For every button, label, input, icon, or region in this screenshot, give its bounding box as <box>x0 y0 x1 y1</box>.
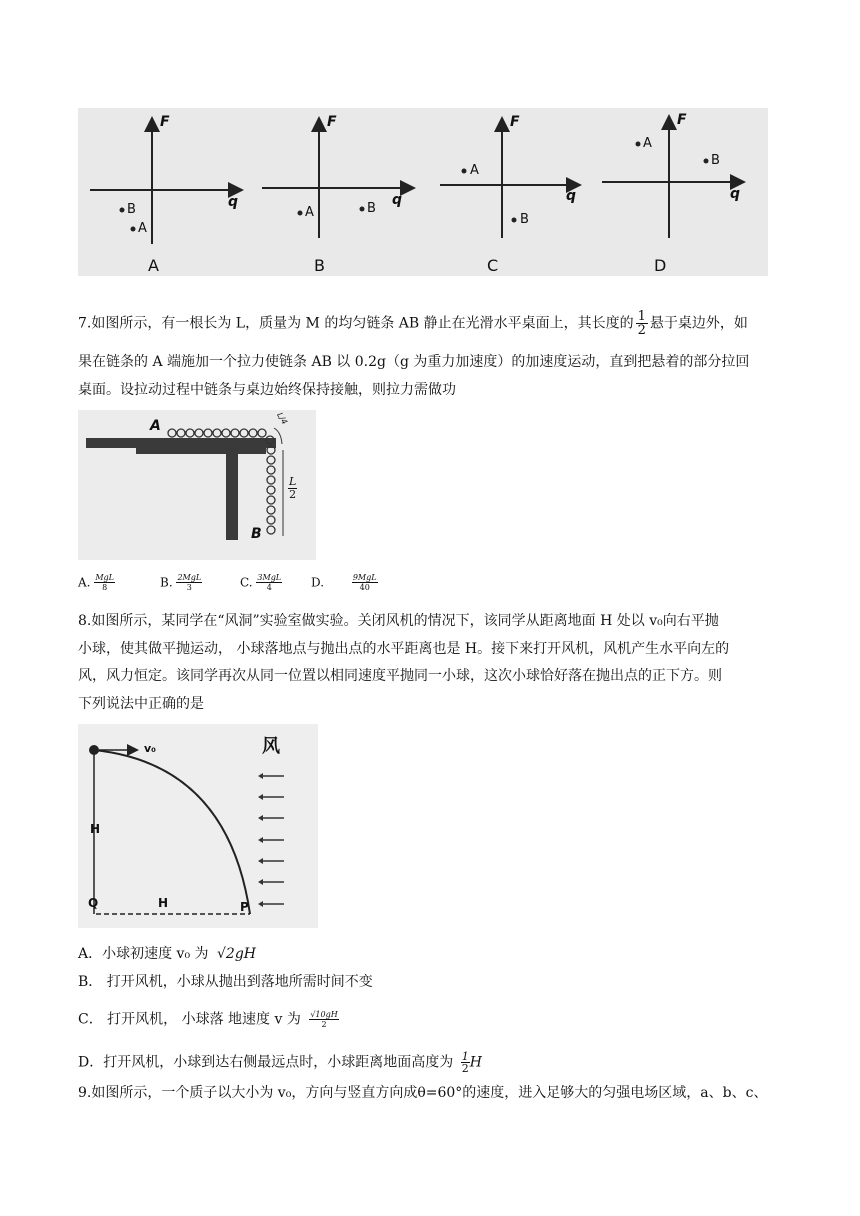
q8-option-d-text: D．打开风机，小球到达右侧最远点时，小球距离地面高度为 <box>78 1054 454 1071</box>
q8-option-d[interactable] <box>78 1051 482 1074</box>
panel-a-point-2: A <box>138 221 147 236</box>
q8-option-c-num: √10gH <box>310 1010 338 1019</box>
chain-label-l2 <box>288 476 297 501</box>
chain-l2-den: 2 <box>289 488 297 501</box>
q8-option-d-suffix: H <box>469 1054 482 1071</box>
q7-line-1-end: 悬于桌边外，如 <box>649 315 748 332</box>
q7-option-c[interactable] <box>240 573 282 592</box>
q8-line-4: 下列说法中正确的是 <box>78 696 204 712</box>
panel-d-axis-q: q <box>730 186 741 202</box>
wind-label-v0: v₀ <box>144 742 156 755</box>
wind-tunnel-figure <box>78 724 318 928</box>
chain-label-b: B <box>251 526 262 542</box>
panel-d-axis-f: F <box>677 112 687 128</box>
q7-line-1 <box>78 310 748 337</box>
q7-option-d-letter: D. <box>311 575 325 590</box>
q8-option-c[interactable] <box>78 1010 339 1029</box>
q7-option-a-num: MgL <box>95 573 114 582</box>
panel-c-axis-q: q <box>566 188 577 204</box>
wind-label-q: Q <box>88 896 99 910</box>
graph-panel-a <box>90 120 240 244</box>
q9-line-1: 9.如图所示，一个质子以大小为 v₀，方向与竖直方向成θ=60°的速度，进入足够大的匀强电场区域，a、b、c、 <box>78 1085 768 1101</box>
graph-panel-d <box>602 118 742 238</box>
q8-option-a-text: A．小球初速度 v₀ 为 <box>78 946 209 962</box>
q7-option-a[interactable] <box>78 573 115 592</box>
q7-option-d-den: 40 <box>359 583 370 592</box>
wind-label-p: P <box>240 900 249 914</box>
q7-option-c-letter: C. <box>240 575 253 590</box>
q7-option-a-den: 8 <box>102 583 108 592</box>
q8-option-c-frac <box>309 1010 338 1029</box>
q7-option-d[interactable] <box>311 573 378 592</box>
wind-label: 风 <box>262 736 280 757</box>
panel-c-axis-f: F <box>510 114 520 130</box>
q7-option-d-frac <box>352 573 378 592</box>
q7-line-1-text: 7.如图所示，有一根长为 L，质量为 M 的均匀链条 AB 静止在光滑水平桌面上，其长度的 <box>78 315 634 332</box>
chain-label-l4: L/4 <box>275 410 290 427</box>
q7-line-3: 桌面。设拉动过程中链条与桌边始终保持接触，则拉力需做功 <box>78 382 456 398</box>
q7-option-a-letter: A. <box>78 575 91 590</box>
q7-option-b-frac <box>176 573 202 592</box>
q8-option-d-num: 1 <box>461 1050 469 1063</box>
fq-graphs-figure <box>78 108 768 276</box>
q8-line-3: 风，风力恒定。该同学再次从同一位置以相同速度平抛同一小球，这次小球恰好落在抛出点的正下方。则 <box>78 668 722 684</box>
q8-option-d-den: 2 <box>461 1062 469 1075</box>
q7-option-b[interactable] <box>160 573 202 592</box>
panel-a-letter: A <box>148 256 159 275</box>
q8-option-d-frac <box>461 1051 470 1074</box>
q7-line-2: 果在链条的 A 端施加一个拉力使链条 AB 以 0.2g（g 为重力加速度）的加速度运动，直到把悬着的部分拉回 <box>78 354 750 370</box>
fq-graphs-svg <box>78 108 768 276</box>
wind-tunnel-svg <box>78 724 318 928</box>
panel-a-axis-f: F <box>160 114 170 130</box>
panel-d-point-1: A <box>643 136 652 151</box>
q7-option-a-frac <box>94 573 115 592</box>
wind-label-h-left: H <box>90 822 101 836</box>
q8-line-2: 小球，使其做平抛运动， 小球落地点与抛出点的水平距离也是 H。接下来打开风机，风机产生水平向左的 <box>78 641 730 657</box>
q7-option-b-den: 3 <box>186 583 192 592</box>
panel-a-point-1: B <box>127 202 136 217</box>
wind-label-h-bottom: H <box>158 896 169 910</box>
chain-l2-num: L <box>289 475 297 488</box>
q8-option-a-value: √2gH <box>217 946 256 962</box>
q7-half-den: 2 <box>637 323 646 338</box>
q7-option-c-num: 3MgL <box>257 573 282 582</box>
graph-panel-b <box>262 120 412 238</box>
q7-option-c-den: 4 <box>266 583 272 592</box>
panel-d-point-2: B <box>711 153 720 168</box>
panel-c-point-1: A <box>470 163 479 178</box>
q8-line-1: 8.如图所示，某同学在“风洞”实验室做实验。关闭风机的情况下，该同学从距离地面 H 处以 v₀向右平抛 <box>78 613 719 629</box>
panel-a-axis-q: q <box>228 194 239 210</box>
q7-options <box>78 573 398 597</box>
chain-label-a: A <box>150 418 161 434</box>
q8-option-c-den: 2 <box>321 1020 327 1029</box>
chain-table-figure <box>78 410 316 560</box>
chain-table-svg <box>78 410 316 560</box>
panel-c-letter: C <box>487 256 499 275</box>
q7-option-d-num: 9MgL <box>352 573 377 582</box>
q8-option-b[interactable]: B． 打开风机，小球从抛出到落地所需时间不变 <box>78 974 373 990</box>
q8-option-a[interactable] <box>78 945 256 963</box>
panel-b-axis-f: F <box>327 114 337 130</box>
panel-b-point-1: A <box>305 205 314 220</box>
q8-option-c-text: C． 打开风机， 小球落 地速度 v 为 <box>78 1011 301 1028</box>
panel-c-point-2: B <box>520 212 529 227</box>
panel-b-axis-q: q <box>392 192 403 208</box>
panel-d-letter: D <box>654 256 667 275</box>
panel-b-letter: B <box>314 256 325 275</box>
panel-b-point-2: B <box>367 201 376 216</box>
q7-option-b-letter: B. <box>160 575 173 590</box>
q7-half-num: 1 <box>637 309 646 324</box>
graph-panel-c <box>440 120 578 238</box>
q7-half-fraction <box>636 310 648 337</box>
q7-option-c-frac <box>256 573 282 592</box>
q7-option-b-num: 2MgL <box>177 573 202 582</box>
